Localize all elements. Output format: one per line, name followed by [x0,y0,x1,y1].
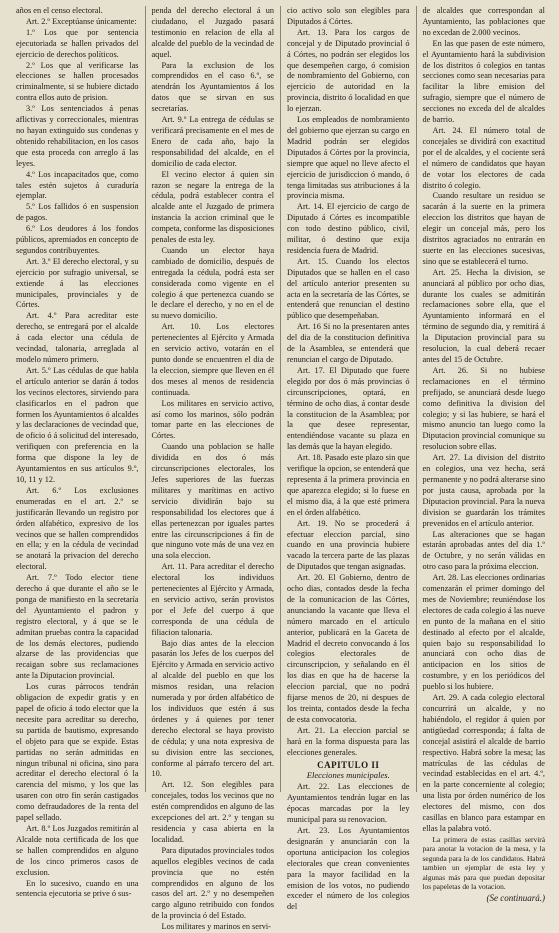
article-paragraph: Art. 22. Las elecciones de Ayuntamientos tendrán lugar en las épocas marcadas por la ley municipal para su renovacion. [287,782,410,825]
article-paragraph: Art. 29. A cada colegio electoral concurrirá un alcalde, y no habiéndolo, el regidor á quien por antigüedad corresponda; á falta de concejal asistirá el alcalde de barrio respectivo. Habrá sobre la mesa; las matrículas de las cédulas de vecindad establecidas en el art. 4.º, en la parte concerniente al colegio; una lista por órden numérico de los electores del mismo, con dos casillas en blanco para estampar en ellas la palabra votó. [422,693,545,833]
article-paragraph: Cuando una poblacion se halle dividida en dos ó más circunscripciones electorales, los Jefes superiores de las fuerzas militares y marítimas en activo servicio dividirán bajo su responsabilidad los electores que á ellas pertenezcan por iguales partes entre las circunscripciones á fin de que ninguno vote más de una vez en una sola eleccion. [151,442,274,561]
article-paragraph: Los militares en servicio activo, así como los marinos, sólo podrán tomar parte en las elecciones de Córtes. [151,398,274,441]
text-column-4 [417,6,552,904]
article-paragraph: Art. 3.º El derecho electoral, y su ejercicio por sufragio universal, se extiende á las elecciones municipales, provinciales y de Córtes. [16,256,139,310]
article-paragraph: En lo sucesivo, cuando en una sentencia ejecutoria se prive ó sus- [16,878,139,899]
article-paragraph: Bajo dias antes de la eleccion pasarán los Jefes de los cuerpos del Ejército y Armada en servicio activo al alcalde del pueblo en que los mismos residan, una relacion numerada y por órden alfabético de los individuos que estén á sus órdenes y á quienes por tener derecho electoral se haya provisto de cédula; y una nota expresiva de su division entre las secciones, conforme al párrafo tercero del art. 10. [151,638,274,779]
text-columns [10,6,551,932]
article-paragraph: Art. 21. La eleccion parcial se hará en la forma dispuesta para las elecciones generales. [287,725,410,757]
article-paragraph: Art. 23. Los Ayuntamientos designarán y anunciarán con la oportuna anticipacion los colegios electorales que crean convenientes para la mayor facilidad en la emision de los votos, no pudiendo exceder el número de los colegios del [287,825,410,912]
article-paragraph: Los curas párrocos tendrán obligacion de expedir gratis y en papel de oficio á todo elector que la necesite para acreditar su derecho, su partida de bautismo, expresando el objeto para que se expide. Estas partidas no serán admitidas en ningun tribunal ni oficina, sino para acreditar el derecho electoral ó la carencia del mismo, y los que las usaren con otro fin serán castigados como defraudadores de la renta del papel sellado. [16,682,139,823]
article-paragraph: Art. 9.º La entrega de cédulas se verificará precisamente en el mes de Enero de cada año, bajo la responsabilidad del alcalde, en el domicilio de cada elector. [151,115,274,168]
article-paragraph: Art. 4.º Para acreditar este derecho, se entregará por el alcalde á cada elector una cédula de vecindad, talonaria, arreglada al modelo número primero. [16,311,139,364]
article-paragraph: Para diputados provinciales todos aquellos elegibles vecinos de cada provincia que no estén comprendidos en alguno de los casos del art. 2.º y no desempeñen cargo alguno retribuido con fondos de la provincia ó del Estado. [151,845,274,921]
chapter-subheading: Elecciones municipales. [306,770,390,781]
article-paragraph: 1.º Los que por sentencia ejecutoriada se hallen privados del ejercicio de derechos políticos. [16,27,139,59]
article-paragraph: de alcaldes que correspondan al Ayuntamiento, las poblaciones que no excedan de 2.000 vecinos. [422,6,545,37]
article-paragraph: Art. 27. La division del distrito en colegios, una vez hecha, será permanente y no podrá alterarse sino por justa causa, aprobada por la Diputacion provincial. Para la nueva division se guardarán los trámites prevenidos en el artículo anterior. [422,453,545,528]
article-paragraph: Las alteraciones que se hagan estarán aprobadas antes del dia 1.º de Octubre, y no serán válidas en otro caso para la próxima eleccion. [422,529,545,572]
article-paragraph: Art. 15. Cuando los electos Diputados que se hallen en el caso del artículo anterior presenten su acta en la secretaría de las Córtes, se entenderá que renuncian el destino público que desempeñaban. [287,256,410,321]
article-paragraph: En las que pasen de este número, el Ayuntamiento hará la subdivision de los distritos ó colegios en tantas secciones como sean necesarias para facilitar la libre emision del sufragio, siempre que el número de secciones no exceda del de alcaldes de barrio. [422,38,545,125]
article-paragraph: Cuando un elector haya cambiado de domicilio, después de entregada la cédula, podrá esta ser considerada como vigente en el colegio á que pertenezca cuando se le declare el derecho, y no en el de su nuevo domicilio. [151,245,274,321]
article-paragraph: Art. 2.º Exceptúanse únicamente: [26,16,137,26]
article-paragraph: Cuando resultare un residuo se sacarán á la suerte en la primera eleccion los distritos que hayan de elegir un concejal más, pero los distritos agraciados no entrarán en suerte en las elecciones sucesivas, sino que se establecerá el turno. [422,191,545,266]
article-paragraph: 4.º Los incapacitados que, como tales estén sujetos á curaduría ejemplar. [16,169,139,201]
article-paragraph: Art. 7.º Todo elector tiene derecho á que durante el año se le ponga de manifiesto en la secretaría del Ayuntamiento el padron y registro electoral, y á que se le admitan pruebas contra la capacidad de los demás electores, pudiendo alzarse de las providencias que recaigan sobre sus reclamaciones ante la Diputacion provincial. [16,573,139,681]
article-paragraph: Art. 10. Los electores pertenecientes al Ejército y Armada en servicio activo, votarán en el punto donde se encuentren el dia de la eleccion, siempre que lleven en él dos meses al menos de residencia continuada. [151,322,274,397]
article-paragraph: Los militares y marinos en servi- [161,922,271,932]
article-paragraph: 3.º Los sentenciados á penas aflictivas y correccionales, mientras no hayan extinguido sus condenas y obtenido rehabilitacion, en los casos que esta proceda con arreglo á las leyes. [16,104,139,168]
article-paragraph: El vecino elector á quien sin razon se negare la entrega de la cédula, podrá establecer contra el alcalde ante el Juzgado de primera instancia la accion criminal que le competa, conforme las disposiciones penales de esta ley. [151,169,274,245]
article-paragraph: Art. 12. Son elegibles para concejales, todos los vecinos que no estén comprendidos en alguno de las excepciones del art. 2.º y tengan su residencia y casa abierta en la localidad. [151,780,274,844]
continuation-note: (Se continuará.) [486,893,545,904]
article-paragraph: Art. 28. Las elecciones ordinarias comenzarán el primer domingo del mes de Noviembre; reuniéndose los electores de cada colegio á las nueve en punto de la mañana en el sitio destinado al efecto por el alcalde, quien bajo su responsabilidad lo anunciará con ocho dias de anticipacion en los sitios de costumbre, y en los periódicos del pueblo si los hubiere. [422,573,545,692]
article-paragraph: Art. 16 Si no la presentaren antes del dia de la constitucion definitiva de la Asamblea, se entenderá que renuncian el cargo de Diputado. [287,322,410,364]
article-paragraph: Art. 19. No se procederá á efectuar eleccion parcial, sino cuando en una provincia hubiere vacado la tercera parte de las plazas de Diputados que tengan asignadas. [287,518,410,572]
article-paragraph: Art. 14. El ejercicio de cargo de Diputado á Córtes es incompatible con todo destino público, civil, militar, ó destino que exija residencia fuera de Madrid. [287,202,410,255]
article-paragraph: Art. 18. Pasado este plazo sin que verifique la opcion, se entenderá que representa á la primera provincia en que aparezca elegido; si lo fuese en el mismo dia, á la que esté primera en el órden alfabético. [287,453,410,517]
chapter-heading: CAPITULO II [317,759,380,770]
article-paragraph: Los empleados de nombramiento del gobierno que ejerzan su cargo en Madrid podrán ser elegidos Diputados á Córtes por la provincia, siempre que aquel no lleve afecto el ejercicio de jurisdiccion ó mando, ó tenga limitadas sus atribuciones á la provincia misma. [287,115,410,201]
article-paragraph: Art. 6.º Los exclusiones enumeradas en el art. 2.º se justificarán llevando un registro por órden alfabético, expresivo de los vecinos que se hallen comprendidos en ella; y en la cédula de vecindad se anotará la privacion del derecho electoral. [16,485,139,572]
text-column-1 [10,6,146,899]
article-paragraph: Art. 26. Si no hubiese reclamaciones en el término prefijado, se anunciará desde luego como definitiva la division del colegio; y si las hubiere, se hará el mismo anuncio tan luego como la Diputacion provincial comunique su resolucion sobre ellas. [422,365,545,452]
text-column-3 [281,6,417,912]
article-paragraph: Art. 25. Hecha la division, se anunciará al público por ocho dias, durante los cuales se admitirán reclamaciones sobre ella, que el Ayuntamiento informará en el término de segundo dia, y remitirá á la Diputacion provincial para su resolucion, la cual deberá recaer antes del 15 de Octubre. [422,267,545,364]
text-column-2 [146,6,282,932]
article-paragraph: La primera de estas casillas servirá para anotar la votacion de la mesa, y la segunda para la de los candidatos. Habrá tambien un ejemplar de esta ley y algunas más para que puedan depositar los papeletas de la votacion. [422,834,545,891]
article-paragraph: cio activo solo son elegibles para Diputados á Córtes. [287,6,410,26]
article-paragraph: penda del derecho electoral á un ciudadano, el Juzgado pasará testimonio en relacion de ella al alcalde del pueblo de la vecindad de aquel. [151,6,274,59]
article-paragraph: Art. 5.º Las cédulas de que habla el artículo anterior se darán á todos los vecinos electores, sirviendo para clasificarlos en el padron que formen los Ayuntamientos ó alcaldes y las declaraciones de vecindad que, de oficio ó á solicitud del interesado, verifiquen con preferencia en la forma que dispone la ley de Ayuntamientos en sus artículos 9.º, 10, 11 y 12. [16,365,139,484]
article-paragraph: Art. 20. El Gobierno, dentro de ocho dias, contados desde la fecha de la comunicacion de las Córtes, anunciando la vacante que lleva el número marcado en el artículo anterior, publicará en la Gaceta de Madrid el decreto convocando á los colegios electorales de circunscripcion, y señalando en él los dias en que ha de hacerse la eleccion parcial, que no podrá fijarse menos de 20, ni despues de los treinta, contados desde la fecha de esta convocatoria. [287,573,410,724]
article-paragraph: Art. 24. El número total de concejales se dividirá con exactitud por el de alcaldes, y el cociente será el número de candidatos que hayan de votar los electores de cada distrito ó colegio. [422,125,545,190]
article-paragraph: Art. 13. Para los cargos de concejal y de Diputado provincial ó á Córtes, no podrán ser elegidos los que desempeñen cargo, ó comision de nombramiento del Gobierno, con ejercicio de autoridad en la provincia, distrito ó localidad en que lo ejerzan. [287,27,410,114]
article-paragraph: Art. 17. El Diputado que fuere elegido por dos ó más provincias ó circunscripciones, optará, en término de ocho dias, á contar desde la constitucion de la Asamblea; por la que desee representar, entendiéndose vacante su plaza en las demás que la hayan elegido. [287,365,410,452]
article-paragraph: 5.º Los fallidos ó en suspension de pagos. [16,202,139,223]
article-paragraph: Para la exclusion de los comprendidos en el caso 6.º, se atendrán los Ayuntamientos á los datos que se sirvan en sus secretarías. [151,60,274,114]
article-paragraph: años en el censo electoral. [16,6,103,15]
article-paragraph: 2.º Los que al verificarse las elecciones se hallen procesados criminalmente, si se hubiere dictado contra ellos auto de prision. [16,60,139,103]
article-paragraph: Art. 11. Para acreditar el derecho electoral los individuos pertenecientes al Ejército y Armada, en servicio activo, serán provistos por el Jefe del cuerpo á que corresponda de una cédula de filiacion talonaria. [151,562,274,637]
article-paragraph: 6.º Los deudores á los fondos públicos, apremiados en concepto de segundos contribuyentes. [16,224,139,255]
article-paragraph: Art. 8.º Los Juzgados remitirán al Alcalde nota certificada de los que se hallen comprendidos en alguno de los cinco primeros casos de exclusion. [16,823,139,877]
